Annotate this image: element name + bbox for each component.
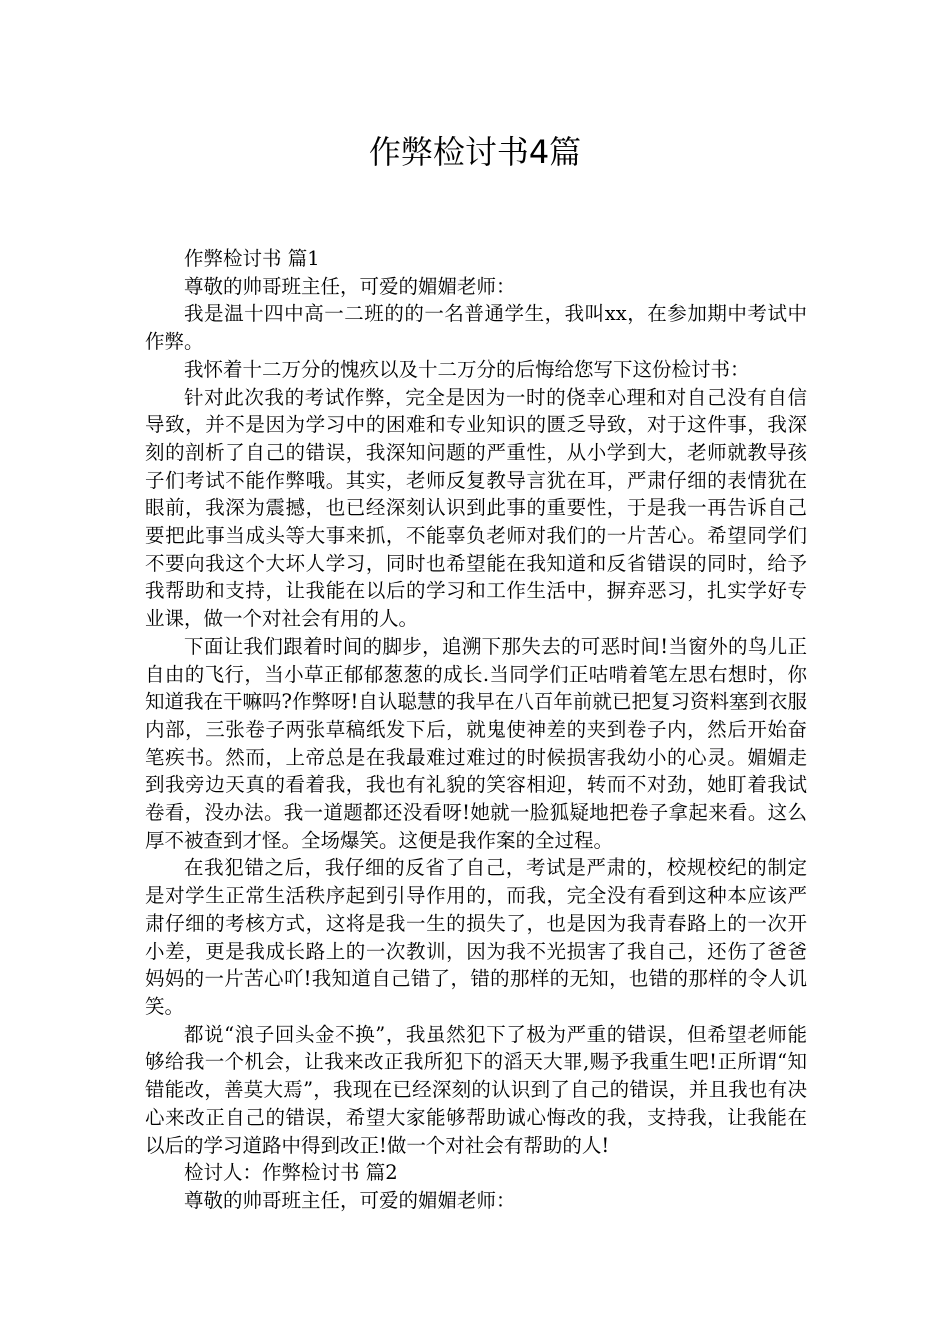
body-paragraph: 都说“浪子回头金不换”，我虽然犯下了极为严重的错误，但希望老师能够给我一个机会，让我来改正我所犯下的滔天大罪,赐予我重生吧!正所谓“知错能改，善莫大焉”，我现在已经深刻的认识到了自己的错误，并且我也有决心来改正自己的错误，希望大家能够帮助诚心悔改的我，支持我，让我能在以后的学习道路中得到改正!做一个对社会有帮助的人!: [145, 1022, 807, 1157]
salutation: 尊敬的帅哥班主任，可爱的媚媚老师：: [184, 274, 516, 298]
signature-line: 检讨人：作弊检讨书 篇2: [184, 1161, 398, 1185]
document-body: [145, 245, 807, 1215]
salutation: 尊敬的帅哥班主任，可爱的媚媚老师：: [184, 1188, 516, 1212]
body-paragraph: 我是温十四中高一二班的的一名普通学生，我叫xx，在参加期中考试中作弊。: [145, 302, 807, 354]
body-paragraph: 在我犯错之后，我仔细的反省了自己，考试是严肃的，校规校纪的制定是对学生正常生活秩序起到引导作用的，而我，完全没有看到这种本应该严肃仔细的考核方式，这将是我一生的损失了，也是因为我青春路上的一次开小差，更是我成长路上的一次教训，因为我不光损害了我自己，还伤了爸爸妈妈的一片苦心吖!我知道自己错了，错的那样的无知，也错的那样的令人讥笑。: [145, 856, 807, 1018]
body-paragraph: 下面让我们跟着时间的脚步，追溯下那失去的可恶时间!当窗外的鸟儿正自由的飞行，当小草正郁郁葱葱的成长.当同学们正咕啃着笔左思右想时，你知道我在干嘛吗?作弊呀!自认聪慧的我早在八百年前就已把复习资料塞到衣服内部，三张卷子两张草稿纸发下后，就鬼使神差的夹到卷子内，然后开始奋笔疾书。然而，上帝总是在我最难过难过的时候损害我幼小的心灵。媚媚走到我旁边天真的看着我，我也有礼貌的笑容相迎，转而不对劲，她盯着我试卷看，没办法。我一道题都还没看呀!她就一脸狐疑地把卷子拿起来看。这么厚不被查到才怪。全场爆笑。这便是我作案的全过程。: [145, 634, 807, 852]
section-heading: 作弊检讨书 篇1: [184, 247, 320, 270]
body-paragraph: 针对此次我的考试作弊，完全是因为一时的侥幸心理和对自己没有自信导致，并不是因为学习中的困难和专业知识的匮乏导致，对于这件事，我深刻的剖析了自己的错误，我深知问题的严重性，从小学到大，老师就教导孩子们考试不能作弊哦。其实，老师反复教导言犹在耳，严肃仔细的表情犹在眼前，我深为震撼，也已经深刻认识到此事的重要性，于是我一再告诉自己要把此事当成头等大事来抓，不能辜负老师对我们的一片苦心。希望同学们不要向我这个大坏人学习，同时也希望能在我知道和反省错误的同时，给予我帮助和支持，让我能在以后的学习和工作生活中，摒弃恶习，扎实学好专业课，做一个对社会有用的人。: [145, 385, 807, 631]
body-paragraph: 我怀着十二万分的愧疚以及十二万分的后悔给您写下这份检讨书：: [184, 357, 750, 381]
document-title: 作弊检讨书4篇: [368, 133, 582, 171]
